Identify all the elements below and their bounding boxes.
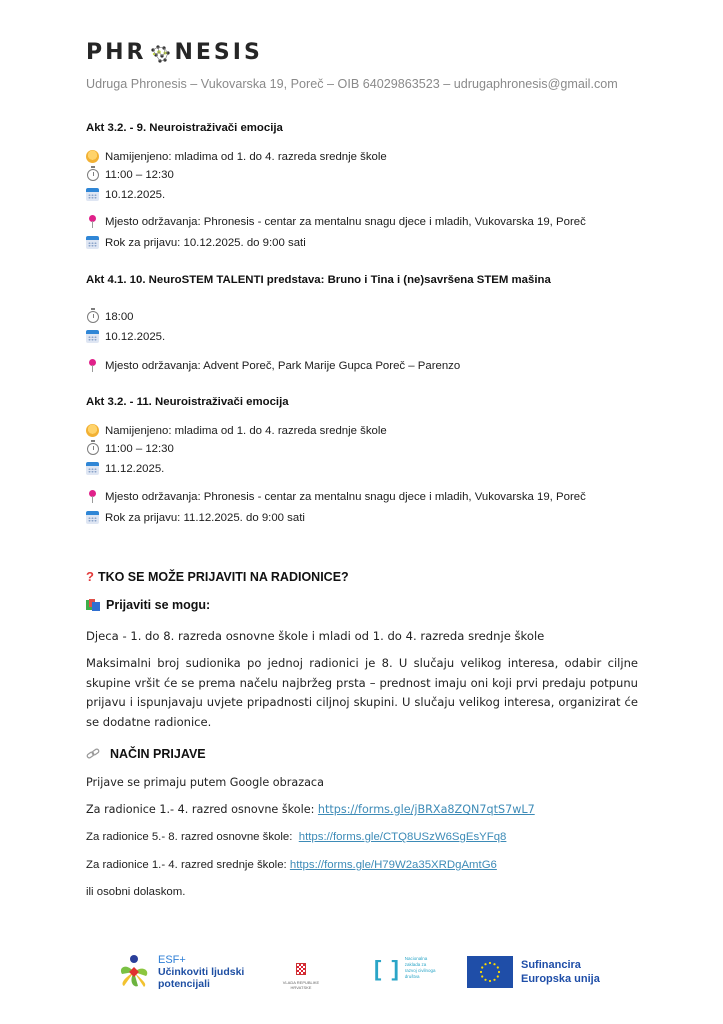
person-icon	[86, 150, 99, 163]
esf-subtitle-2: potencijali	[158, 978, 210, 990]
eu-star	[481, 975, 483, 977]
croatia-coat-of-arms-icon	[296, 963, 306, 975]
croatian-government-logo	[277, 962, 325, 990]
logo-text-right: NESIS	[174, 39, 263, 65]
calendar-icon	[86, 188, 99, 201]
eu-star	[489, 980, 491, 982]
event-time	[86, 443, 174, 455]
form-line-2	[86, 831, 506, 843]
event-time	[86, 311, 134, 323]
form-line-1	[86, 803, 535, 816]
form-link[interactable]: https://forms.gle/H79W2a35XRDgAmtG6	[289, 859, 497, 871]
rules-paragraph: Maksimalni broj sudionika po jednoj radionici je 8. U slučaju velikog interesa, odabir ciljne skupine vršit će se prema načelu najbržeg prsta – prednost imaju oni koji prvi predaju potpunu prijavu i ispunjavaju uvjete pripadnosti ciljnoj skupini. U slučaju velikog interesa, organizirat će se dodatne radionice.	[86, 656, 638, 729]
link-icon	[86, 748, 100, 760]
nzrcd-logo	[374, 956, 439, 982]
person-icon	[86, 424, 99, 437]
form-label: Za radionice 1.- 4. razred srednje škole:	[86, 859, 290, 871]
map-pin-icon	[86, 215, 99, 228]
method-heading-text: NAČIN PRIJAVE	[110, 747, 206, 761]
esf-text	[158, 954, 244, 990]
brain-network-icon	[148, 42, 172, 66]
form-label: Za radionice 5.- 8. razred osnovne škole:	[86, 831, 299, 843]
method-heading	[86, 747, 206, 761]
funding-logos-footer	[0, 948, 723, 998]
event-date-text: 11.12.2025.	[105, 462, 165, 475]
event-time-text: 18:00	[105, 311, 134, 323]
eligible-text: Djeca - 1. do 8. razreda osnovne škole i mladi od 1. do 4. razreda srednje škole	[86, 629, 545, 643]
event-audience-text: Namijenjeno: mladima od 1. do 4. razreda srednje škole	[105, 424, 387, 437]
logo-text-left: PHR	[86, 39, 147, 65]
event-audience-text: Namijenjeno: mladima od 1. do 4. razreda srednje škole	[105, 150, 387, 163]
event-deadline	[86, 511, 305, 524]
eligible-subheading-text: Prijaviti se mogu:	[106, 598, 211, 612]
event-title: Akt 4.1. 10. NeuroSTEM TALENTI predstava: Bruno i Tina i (ne)savršena STEM mašina	[86, 274, 551, 286]
event-title: Akt 3.2. - 11. Neuroistraživači emocija	[86, 396, 289, 408]
esf-flower-icon	[116, 954, 152, 990]
stopwatch-icon	[87, 311, 99, 323]
event-deadline	[86, 236, 306, 249]
eligible-subheading	[86, 598, 210, 612]
phronesis-logo	[86, 38, 263, 66]
organization-address: Udruga Phronesis – Vukovarska 19, Poreč – OIB 64029863523 – udrugaphronesis@gmail.com	[86, 77, 618, 91]
event-time-text: 11:00 – 12:30	[105, 443, 174, 455]
method-intro: Prijave se primaju putem Google obrazaca	[86, 776, 324, 789]
form-line-3	[86, 859, 497, 871]
stopwatch-icon	[87, 169, 99, 181]
event-date-text: 10.12.2025.	[105, 330, 166, 343]
event-location-text: Mjesto održavanja: Phronesis - centar za mentalnu snagu djece i mladih, Vukovarska 19, Poreč	[105, 490, 586, 503]
eu-star	[484, 963, 486, 965]
question-mark-icon: ?	[86, 569, 94, 584]
map-pin-icon	[86, 359, 99, 372]
eu-line-2: Europska unija	[521, 973, 600, 985]
eu-star	[481, 966, 483, 968]
form-link[interactable]: https://forms.gle/CTQ8USzW6SgEsYFq8	[298, 831, 507, 843]
event-audience	[86, 150, 387, 163]
eu-star	[497, 975, 499, 977]
event-time	[86, 169, 174, 181]
map-pin-icon	[86, 490, 99, 503]
nzrcd-text: Nacionalna zaklada za razvoj civilnoga društva	[404, 956, 436, 979]
method-outro: ili osobni dolaskom.	[86, 886, 186, 898]
event-audience	[86, 424, 387, 437]
eu-star	[489, 962, 491, 964]
event-location-text: Mjesto održavanja: Advent Poreč, Park Marije Gupca Poreč – Parenzo	[105, 359, 461, 372]
event-date	[86, 462, 164, 475]
form-link[interactable]: https://forms.gle/jBRXa8ZQN7qtS7wL7	[317, 803, 535, 816]
event-time-text: 11:00 – 12:30	[105, 169, 174, 181]
eu-star	[484, 979, 486, 981]
eu-star	[493, 963, 495, 965]
esf-title: ESF+	[158, 954, 186, 966]
eu-text	[521, 958, 600, 986]
esf-logo	[116, 954, 244, 990]
eu-star	[493, 979, 495, 981]
esf-subtitle-1: Učinkoviti ljudski	[158, 966, 245, 978]
event-date-text: 10.12.2025.	[105, 188, 166, 201]
event-deadline-text: Rok za prijavu: 11.12.2025. do 9:00 sati	[105, 511, 305, 524]
eu-star	[498, 971, 500, 973]
event-location-text: Mjesto održavanja: Phronesis - centar za mentalnu snagu djece i mladih, Vukovarska 19, Poreč	[105, 215, 586, 228]
eu-cofunded-logo	[467, 956, 600, 988]
event-location	[86, 359, 460, 372]
registration-heading	[86, 569, 349, 584]
books-icon	[86, 599, 100, 611]
stopwatch-icon	[87, 443, 99, 455]
eu-flag-icon	[467, 956, 513, 988]
registration-heading-text: TKO SE MOŽE PRIJAVITI NA RADIONICE?	[97, 569, 349, 584]
eu-line-1: Sufinancira	[521, 959, 581, 971]
calendar-icon	[86, 330, 99, 343]
bracket-icon: [ ]	[374, 956, 401, 981]
calendar-icon	[86, 236, 99, 249]
calendar-icon	[86, 511, 99, 524]
form-label: Za radionice 1.- 4. razred osnovne škole:	[86, 803, 318, 816]
event-title: Akt 3.2. - 9. Neuroistraživači emocija	[86, 122, 283, 134]
event-deadline-text: Rok za prijavu: 10.12.2025. do 9:00 sati	[105, 236, 306, 249]
event-location	[86, 215, 586, 228]
calendar-icon	[86, 462, 99, 475]
event-location	[86, 490, 586, 503]
event-date	[86, 330, 165, 343]
gov-caption: VLADA REPUBLIKE HRVATSKE	[282, 980, 320, 990]
eu-star	[480, 971, 482, 973]
event-date	[86, 188, 165, 201]
eu-star	[497, 966, 499, 968]
